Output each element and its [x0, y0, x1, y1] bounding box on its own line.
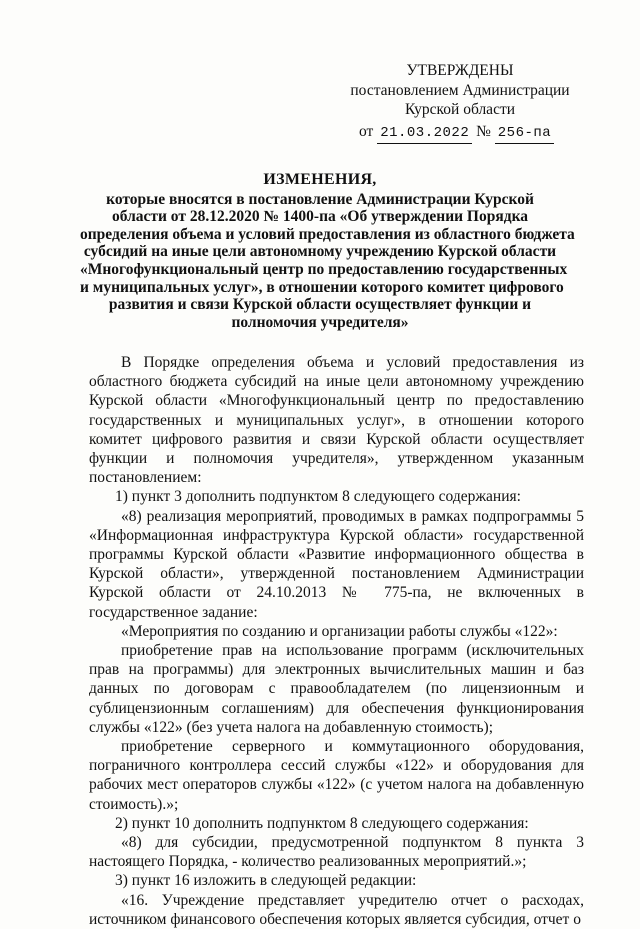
body-paragraph: приобретение прав на использование программ (исключительных прав на программы) для электронных вычислительных машин и баз данных по договорам с правообладателем (по лицензионным и сублицензионным соглашениям) для обеспечения функционирования службы «122» (без учета налога на добавленную стоимость);: [89, 642, 584, 736]
number-prefix: №: [476, 122, 491, 140]
body-paragraph: В Порядке определения объема и условий предоставления из областного бюджета субсидий на иные цели автономному учреждению Курской области «Многофункциональный центр по предоставлению государственных и муниципальных услуг», в отношении которого комитет цифрового развития и связи Курской области осуществляет функции и полномочия учредителя», утвержденном указанным постановлением:: [89, 354, 584, 487]
document-title: [80, 171, 575, 331]
body-paragraph: «16. Учреждение представляет учредителю отчет о расходах, источником финансового обеспечения которых является субсидия, отчет о: [89, 891, 584, 928]
date-prefix: от: [359, 122, 374, 140]
approval-number: 256-па: [495, 124, 554, 145]
document-body: [89, 353, 584, 929]
body-paragraph: «8) реализация мероприятий, проводимых в рамках подпрограммы 5 «Информационная инфраструктура Курской области» государственной программы Курской области «Развитие информационного общества в Курской области», утвержденной постановлением Администрации Курской области от 24.10.2013 № 775-па, не включенных в государственное задание:: [89, 507, 584, 621]
approval-region: Курской области: [404, 101, 516, 118]
title-line: определения объема и условий предоставления из областного бюджета: [80, 225, 575, 243]
approval-heading: УТВЕРЖДЕНЫ: [406, 62, 514, 79]
title-line: «Многофункциональный центр по предоставлению государственных: [80, 260, 568, 278]
title-heading: ИЗМЕНЕНИЯ,: [263, 171, 377, 188]
body-paragraph: 3) пункт 16 изложить в следующей редакции:: [115, 872, 417, 890]
body-paragraph: «Мероприятия по созданию и организации работы службы «122»:: [121, 622, 558, 640]
title-line: и муниципальных услуг», в отношении которого комитет цифрового: [80, 278, 564, 296]
title-line: которые вносятся в постановление Администрации Курской: [106, 190, 534, 208]
body-paragraph: 2) пункт 10 дополнить подпунктом 8 следующего содержания:: [115, 814, 529, 832]
approval-date: 21.03.2022: [377, 124, 472, 145]
body-paragraph: приобретение серверного и коммутационного оборудования, пограничного контроллера сессий службы «122» и оборудования для рабочих мест операторов службы «122» (с учетом налога на добавленную стоимость).»;: [89, 738, 584, 813]
title-line: полномочия учредителя»: [231, 313, 409, 331]
approval-stamp: [345, 61, 575, 144]
approval-issuer: постановлением Администрации: [350, 81, 570, 99]
body-paragraph: «8) для субсидии, предусмотренной подпунктом 8 пункта 3 настоящего Порядка, - количество реализованных мероприятий.»;: [89, 834, 584, 871]
title-line: субсидий на иные цели автономному учреждению Курской области: [83, 243, 557, 261]
title-line: области от 28.12.2020 № 1400-па «Об утверждении Порядка: [111, 208, 529, 226]
body-paragraph: 1) пункт 3 дополнить подпунктом 8 следующего содержания:: [115, 488, 521, 506]
approval-date-number: [345, 122, 575, 145]
title-line: развития и связи Курской области осуществляет функции и: [108, 296, 532, 314]
